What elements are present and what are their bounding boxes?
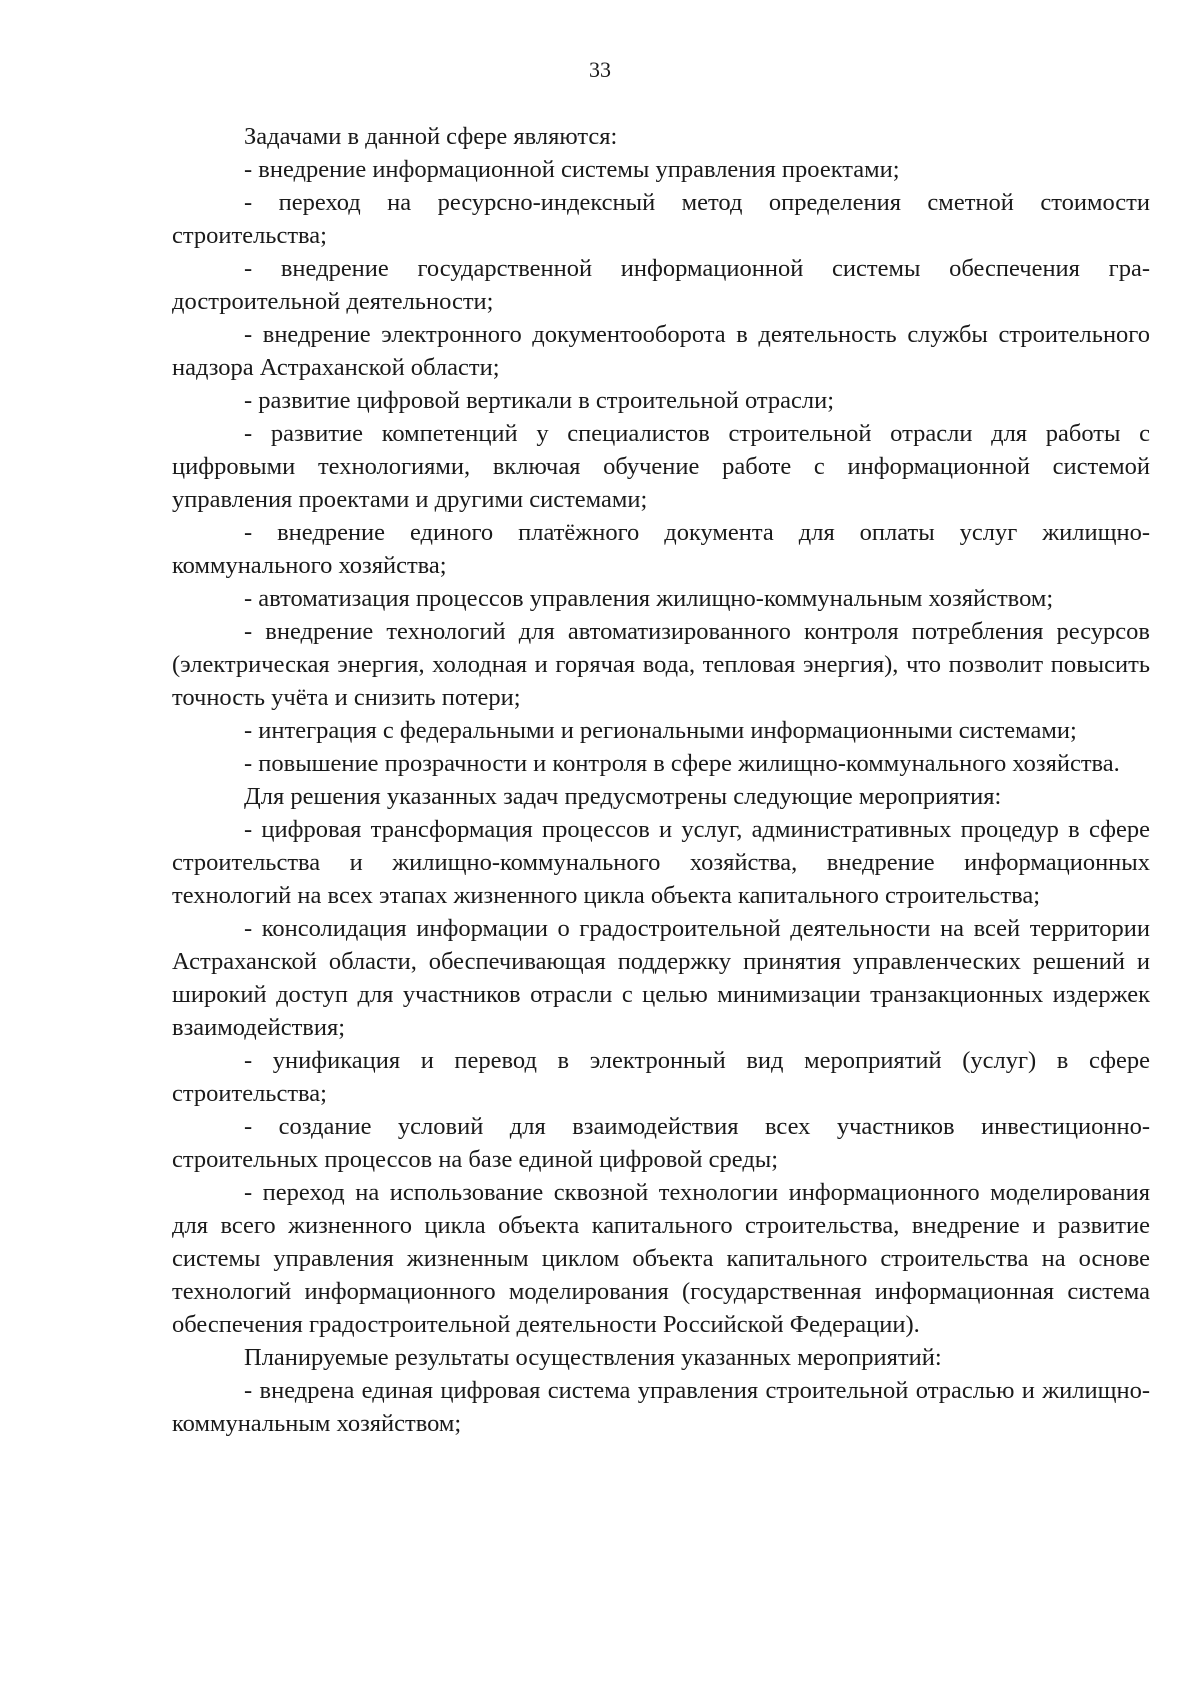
list-item: - внедрение технологий для автоматизированного контроля потребления ресурсов (электрическая энергия, холодная и горячая вода, тепловая энергия), что позволит повысить точность учёта и снизить потери; (172, 618, 1150, 711)
list-item: - повышение прозрачности и контроля в сфере жилищно-коммунального хозяйства. (244, 750, 1120, 777)
list-item: - цифровая трансформация процессов и услуг, административных процедур в сфере строительства и жилищно-коммунального хозяйства, внедрение информационных технологий на всех этапах жизненного цикла объекта капитального строительства; (172, 816, 1150, 909)
list-item: - внедрена единая цифровая система управления строительной отраслью и жилищно-коммунальным хозяйством; (172, 1377, 1150, 1437)
list-item: - развитие цифровой вертикали в строительной отрасли; (244, 387, 835, 414)
list-item: - внедрение государственной информационной системы обеспечения градостроительной деятельности; (172, 255, 1150, 315)
list-item: - развитие компетенций у специалистов строительной отрасли для работы с цифровыми технологиями, включая обучение работе с информационной системой управления проектами и другими системами; (172, 420, 1150, 513)
paragraph-tasks-intro: Задачами в данной сфере являются: (244, 123, 618, 150)
paragraph-results-intro: Планируемые результаты осуществления указанных мероприятий: (244, 1344, 942, 1371)
page-number: 33 (589, 57, 611, 82)
list-item: - консолидация информации о градостроительной деятельности на всей территории Астраханской области, обеспечивающая поддержку принятия управленческих решений и широкий доступ для участников отрасли с целью минимизации транзакционных издержек взаимодействия; (172, 915, 1150, 1041)
body-text (172, 120, 1150, 1440)
list-item: - внедрение электронного документооборота в деятельность службы строительного надзора Астраханской области; (172, 321, 1150, 381)
list-item: - создание условий для взаимодействия всех участников инвестиционно-строительных процессов на базе единой цифровой среды; (172, 1113, 1150, 1173)
list-item: - интеграция с федеральными и региональными информационными системами; (244, 717, 1077, 744)
list-item: - внедрение информационной системы управления проектами; (244, 156, 900, 183)
list-item: - унификация и перевод в электронный вид мероприятий (услуг) в сфере строительства; (172, 1047, 1150, 1107)
list-item: - внедрение единого платёжного документа для оплаты услуг жилищно-коммунального хозяйства; (172, 519, 1150, 579)
list-item: - переход на ресурсно-индексный метод определения сметной стоимости строительства; (172, 189, 1150, 249)
list-item: - автоматизация процессов управления жилищно-коммунальным хозяйством; (244, 585, 1054, 612)
paragraph-measures-intro: Для решения указанных задач предусмотрены следующие мероприятия: (244, 783, 1002, 810)
list-item: - переход на использование сквозной технологии информационного моделирования для всего жизненного цикла объекта капитального строительства, внедрение и развитие системы управления жизненным циклом объекта капитального строительства на основе технологий информационного моделирования (государственная информационная система обеспечения градостроительной деятельности Российской Федерации). (172, 1179, 1150, 1338)
